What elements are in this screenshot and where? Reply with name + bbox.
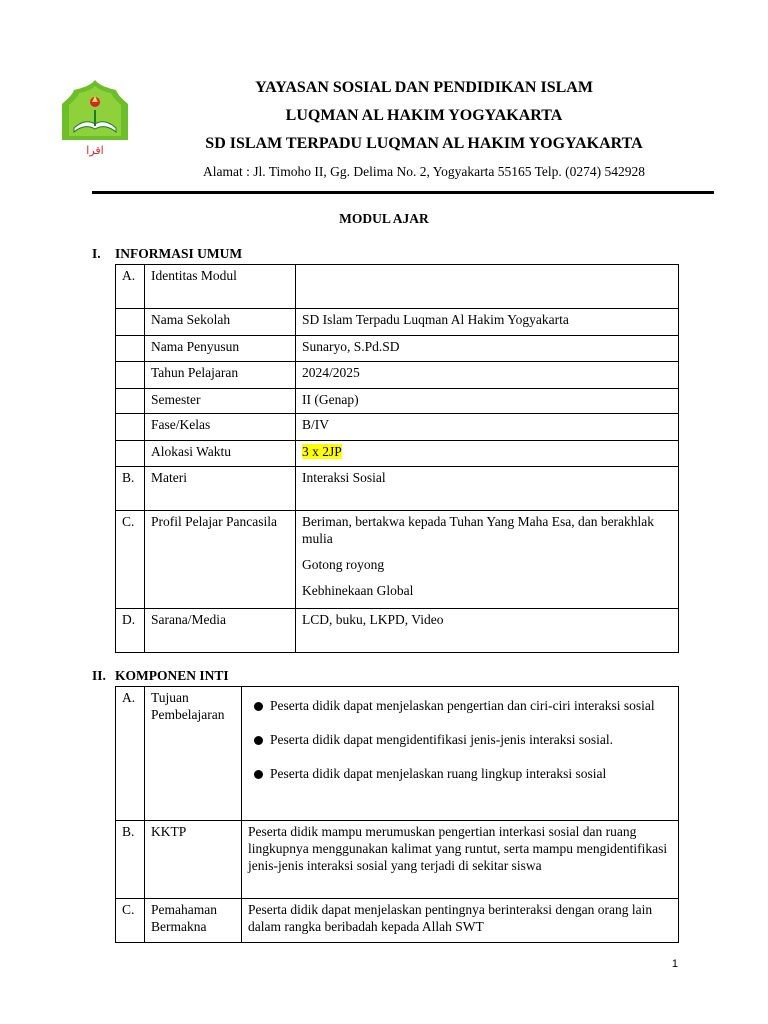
row-label: Nama Penyusun (145, 336, 296, 362)
row-label: Materi (145, 467, 296, 511)
row-letter: B. (116, 467, 145, 511)
row-value: LCD, buku, LKPD, Video (296, 609, 679, 653)
row-label: Sarana/Media (145, 609, 296, 653)
row-letter (116, 309, 145, 336)
row-letter: A. (116, 687, 145, 821)
row-label: Nama Sekolah (145, 309, 296, 336)
row-value (296, 511, 679, 609)
page-number: 1 (671, 958, 678, 970)
informasi-umum-table (115, 264, 679, 653)
foundation-name: YAYASAN SOSIAL DAN PENDIDIKAN ISLAM (255, 79, 593, 96)
row-letter (116, 336, 145, 362)
row-value: Sunaryo, S.Pd.SD (296, 336, 679, 362)
list-item: Peserta didik dapat menjelaskan pengertian dan ciri-ciri interaksi sosial (248, 695, 678, 717)
row-label: Tahun Pelajaran (145, 362, 296, 389)
section-heading-informasi-umum: I. INFORMASI UMUM (92, 246, 243, 261)
row-label: KKTP (145, 821, 242, 899)
row-letter: B. (116, 821, 145, 899)
table-row (116, 389, 679, 414)
foundation-city: LUQMAN AL HAKIM YOGYAKARTA (285, 107, 563, 124)
bullet-icon (254, 702, 263, 711)
table-row (116, 687, 679, 821)
table-row (116, 441, 679, 467)
table-row (116, 265, 679, 309)
bullet-icon (254, 736, 263, 745)
row-label: Alokasi Waktu (145, 441, 296, 467)
row-letter (116, 362, 145, 389)
tujuan-list (248, 695, 678, 785)
row-letter (116, 441, 145, 467)
row-value: 2024/2025 (296, 362, 679, 389)
profil-item: Kebhinekaan Global (302, 583, 414, 598)
row-label: Pemahaman Bermakna (145, 899, 242, 943)
table-row (116, 511, 679, 609)
table-row (116, 609, 679, 653)
row-value: B/IV (296, 414, 679, 441)
row-label: Semester (145, 389, 296, 414)
row-value: II (Genap) (296, 389, 679, 414)
table-row (116, 309, 679, 336)
row-letter: D. (116, 609, 145, 653)
table-row (116, 821, 679, 899)
bullet-icon (254, 770, 263, 779)
letterhead-rule (92, 191, 714, 194)
document-title: MODUL AJAR (339, 211, 429, 226)
highlighted-value: 3 x 2JP (302, 444, 342, 459)
table-row (116, 414, 679, 441)
school-name: SD ISLAM TERPADU LUQMAN AL HAKIM YOGYAKARTA (205, 135, 643, 152)
row-letter: C. (116, 899, 145, 943)
school-address: Alamat : Jl. Timoho II, Gg. Delima No. 2, Yogyakarta 55165 Telp. (0274) 542928 (202, 164, 646, 179)
profil-item: Gotong royong (302, 557, 385, 572)
row-label: Identitas Modul (145, 265, 296, 309)
row-value: Interaksi Sosial (296, 467, 679, 511)
svg-text:اقرا: اقرا (86, 144, 104, 157)
row-letter (116, 414, 145, 441)
profil-item: Beriman, bertakwa kepada Tuhan Yang Maha Esa, dan berakhlak mulia (302, 514, 655, 546)
row-letter: C. (116, 511, 145, 609)
row-label: Tujuan Pembelajaran (145, 687, 242, 821)
school-logo (60, 78, 130, 158)
row-value (242, 687, 679, 821)
row-value: Peserta didik mampu merumuskan pengertian interkasi sosial dan ruang lingkupnya menggunakan kalimat yang runtut, serta mampu mengidentifikasi jenis-jenis interaksi sosial yang terjadi di sekitar siswa (242, 821, 679, 899)
table-row (116, 467, 679, 511)
list-item: Peserta didik dapat mengidentifikasi jenis-jenis interaksi sosial. (248, 729, 678, 751)
section-heading-komponen-inti: II. KOMPONEN INTI (92, 668, 229, 683)
table-row (116, 899, 679, 943)
row-letter: A. (116, 265, 145, 309)
row-letter (116, 389, 145, 414)
row-value: Peserta didik dapat menjelaskan pentingnya berinteraksi dengan orang lain dalam rangka beribadah kepada Allah SWT (242, 899, 679, 943)
komponen-inti-table (115, 686, 679, 943)
row-value: SD Islam Terpadu Luqman Al Hakim Yogyakarta (296, 309, 679, 336)
row-label: Profil Pelajar Pancasila (145, 511, 296, 609)
row-label: Fase/Kelas (145, 414, 296, 441)
list-item: Peserta didik dapat menjelaskan ruang lingkup interaksi sosial (248, 763, 678, 785)
row-value (296, 441, 679, 467)
table-row (116, 336, 679, 362)
row-value (296, 265, 679, 309)
table-row (116, 362, 679, 389)
